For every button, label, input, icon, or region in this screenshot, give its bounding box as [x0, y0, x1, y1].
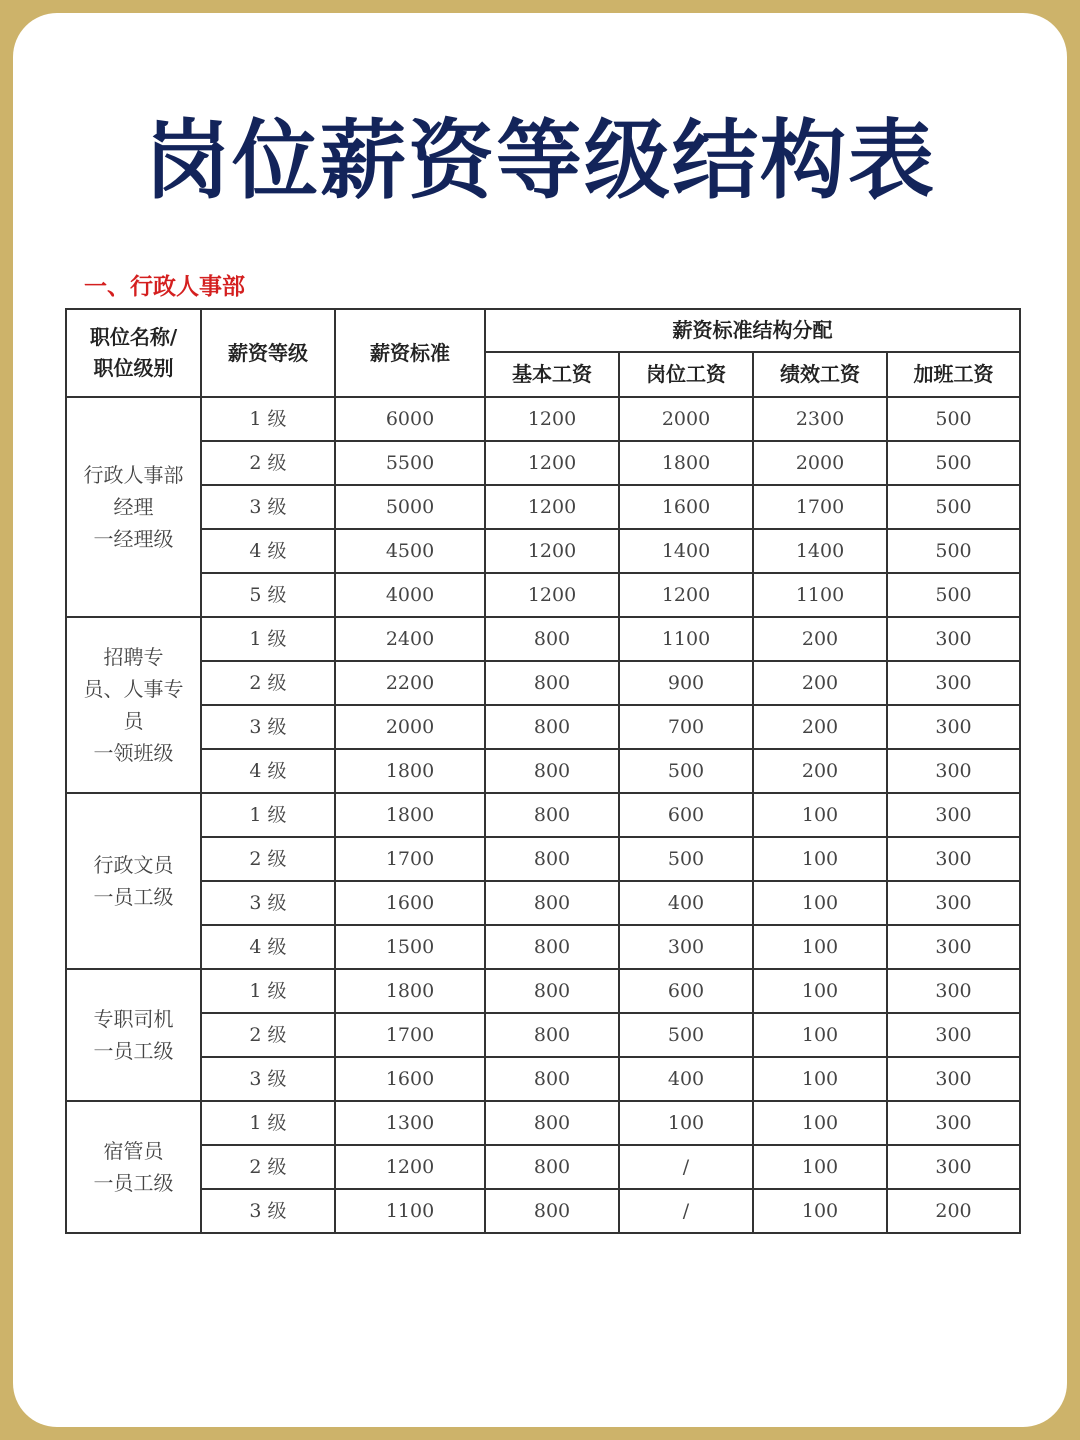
table-row [66, 1145, 1020, 1189]
page-title: 岗位薪资等级结构表 [144, 111, 936, 211]
basic-salary-cell: 800 [485, 925, 619, 969]
standard-cell: 4500 [335, 529, 485, 573]
performance-salary-cell: 1100 [753, 573, 887, 617]
standard-cell: 1700 [335, 837, 485, 881]
performance-salary-cell: 2000 [753, 441, 887, 485]
table-row [66, 485, 1020, 529]
grade-cell: 1 级 [201, 793, 335, 837]
standard-cell: 1800 [335, 793, 485, 837]
performance-salary-cell: 200 [753, 705, 887, 749]
post-salary-cell: 2000 [619, 397, 753, 441]
grade-cell: 5 级 [201, 573, 335, 617]
basic-salary-cell: 800 [485, 881, 619, 925]
basic-salary-cell: 800 [485, 617, 619, 661]
basic-salary-cell: 1200 [485, 529, 619, 573]
table-row [66, 1013, 1020, 1057]
post-salary-cell: 100 [619, 1101, 753, 1145]
basic-salary-cell: 800 [485, 793, 619, 837]
performance-salary-cell: 100 [753, 1013, 887, 1057]
table-row [66, 1057, 1020, 1101]
overtime-salary-cell: 300 [887, 881, 1020, 925]
basic-salary-cell: 1200 [485, 397, 619, 441]
overtime-salary-cell: 500 [887, 573, 1020, 617]
salary-table [65, 308, 1021, 1234]
post-salary-cell: 400 [619, 1057, 753, 1101]
position-line: 员 [123, 709, 144, 733]
standard-cell: 1100 [335, 1189, 485, 1233]
basic-salary-cell: 800 [485, 661, 619, 705]
standard-cell: 1800 [335, 749, 485, 793]
post-salary-cell: 600 [619, 793, 753, 837]
performance-salary-cell: 100 [753, 1057, 887, 1101]
position-line: 一领班级 [93, 741, 174, 765]
overtime-salary-cell: 300 [887, 1145, 1020, 1189]
overtime-salary-cell: 300 [887, 1101, 1020, 1145]
grade-cell: 2 级 [201, 837, 335, 881]
position-line: 一经理级 [93, 527, 174, 551]
position-line: 招聘专 [103, 645, 164, 669]
standard-cell: 5500 [335, 441, 485, 485]
grade-cell: 1 级 [201, 969, 335, 1013]
table-row [66, 529, 1020, 573]
header-position [66, 309, 201, 397]
table-row [66, 573, 1020, 617]
post-salary-cell: 900 [619, 661, 753, 705]
grade-cell: 3 级 [201, 1057, 335, 1101]
performance-salary-cell: 100 [753, 925, 887, 969]
standard-cell: 2200 [335, 661, 485, 705]
header-position-line2: 职位级别 [93, 356, 174, 380]
post-salary-cell: 1400 [619, 529, 753, 573]
basic-salary-cell: 800 [485, 1013, 619, 1057]
post-salary-cell: 700 [619, 705, 753, 749]
table-row [66, 1189, 1020, 1233]
post-salary-cell: 1200 [619, 573, 753, 617]
position-cell [66, 1101, 201, 1233]
table-row [66, 661, 1020, 705]
post-salary-cell: 1800 [619, 441, 753, 485]
performance-salary-cell: 200 [753, 749, 887, 793]
standard-cell: 2400 [335, 617, 485, 661]
performance-salary-cell: 1700 [753, 485, 887, 529]
header-basic: 基本工资 [485, 352, 619, 397]
grade-cell: 4 级 [201, 529, 335, 573]
position-cell [66, 793, 201, 969]
standard-cell: 1500 [335, 925, 485, 969]
position-line: 一员工级 [93, 1171, 174, 1195]
section-title: 一、行政人事部 [84, 274, 245, 300]
overtime-salary-cell: 300 [887, 925, 1020, 969]
standard-cell: 1300 [335, 1101, 485, 1145]
overtime-salary-cell: 300 [887, 617, 1020, 661]
basic-salary-cell: 800 [485, 969, 619, 1013]
performance-salary-cell: 2300 [753, 397, 887, 441]
position-line: 一员工级 [93, 885, 174, 909]
header-position-line1: 职位名称/ [89, 325, 178, 349]
table-row [66, 397, 1020, 441]
table-row [66, 705, 1020, 749]
position-line: 宿管员 [103, 1139, 164, 1163]
post-salary-cell: / [619, 1145, 753, 1189]
standard-cell: 1200 [335, 1145, 485, 1189]
position-line: 行政人事部 [83, 463, 184, 487]
table-row [66, 925, 1020, 969]
position-cell [66, 969, 201, 1101]
standard-cell: 5000 [335, 485, 485, 529]
table-row [66, 749, 1020, 793]
header-grade: 薪资等级 [201, 309, 335, 397]
position-cell [66, 397, 201, 617]
overtime-salary-cell: 500 [887, 485, 1020, 529]
post-salary-cell: 500 [619, 1013, 753, 1057]
header-overtime: 加班工资 [887, 352, 1020, 397]
overtime-salary-cell: 300 [887, 1013, 1020, 1057]
post-salary-cell: 500 [619, 837, 753, 881]
table-row [66, 969, 1020, 1013]
table-row [66, 441, 1020, 485]
grade-cell: 3 级 [201, 705, 335, 749]
overtime-salary-cell: 300 [887, 793, 1020, 837]
position-line: 员、人事专 [83, 677, 184, 701]
grade-cell: 2 级 [201, 1145, 335, 1189]
grade-cell: 1 级 [201, 1101, 335, 1145]
performance-salary-cell: 200 [753, 617, 887, 661]
position-cell [66, 617, 201, 793]
post-salary-cell: / [619, 1189, 753, 1233]
basic-salary-cell: 1200 [485, 485, 619, 529]
basic-salary-cell: 800 [485, 749, 619, 793]
header-row [66, 309, 1020, 352]
basic-salary-cell: 800 [485, 1189, 619, 1233]
post-salary-cell: 300 [619, 925, 753, 969]
overtime-salary-cell: 300 [887, 661, 1020, 705]
post-salary-cell: 400 [619, 881, 753, 925]
standard-cell: 4000 [335, 573, 485, 617]
grade-cell: 2 级 [201, 441, 335, 485]
grade-cell: 4 级 [201, 749, 335, 793]
position-line: 经理 [113, 495, 154, 519]
basic-salary-cell: 800 [485, 1101, 619, 1145]
basic-salary-cell: 800 [485, 705, 619, 749]
table-row [66, 793, 1020, 837]
grade-cell: 3 级 [201, 881, 335, 925]
performance-salary-cell: 200 [753, 661, 887, 705]
performance-salary-cell: 100 [753, 1101, 887, 1145]
overtime-salary-cell: 500 [887, 529, 1020, 573]
table-row [66, 1101, 1020, 1145]
grade-cell: 1 级 [201, 397, 335, 441]
overtime-salary-cell: 300 [887, 837, 1020, 881]
basic-salary-cell: 800 [485, 837, 619, 881]
position-line: 行政文员 [93, 853, 174, 877]
standard-cell: 1600 [335, 881, 485, 925]
standard-cell: 6000 [335, 397, 485, 441]
performance-salary-cell: 100 [753, 793, 887, 837]
performance-salary-cell: 100 [753, 1189, 887, 1233]
standard-cell: 1800 [335, 969, 485, 1013]
overtime-salary-cell: 300 [887, 749, 1020, 793]
performance-salary-cell: 100 [753, 837, 887, 881]
position-line: 专职司机 [93, 1007, 174, 1031]
standard-cell: 1600 [335, 1057, 485, 1101]
grade-cell: 3 级 [201, 1189, 335, 1233]
header-standard: 薪资标准 [335, 309, 485, 397]
position-line: 一员工级 [93, 1039, 174, 1063]
basic-salary-cell: 800 [485, 1057, 619, 1101]
table-row [66, 617, 1020, 661]
overtime-salary-cell: 500 [887, 397, 1020, 441]
grade-cell: 2 级 [201, 1013, 335, 1057]
overtime-salary-cell: 200 [887, 1189, 1020, 1233]
post-salary-cell: 1600 [619, 485, 753, 529]
table-row [66, 837, 1020, 881]
basic-salary-cell: 1200 [485, 441, 619, 485]
overtime-salary-cell: 300 [887, 1057, 1020, 1101]
post-salary-cell: 600 [619, 969, 753, 1013]
post-salary-cell: 1100 [619, 617, 753, 661]
grade-cell: 3 级 [201, 485, 335, 529]
table-row [66, 881, 1020, 925]
standard-cell: 2000 [335, 705, 485, 749]
header-performance: 绩效工资 [753, 352, 887, 397]
grade-cell: 2 级 [201, 661, 335, 705]
overtime-salary-cell: 300 [887, 969, 1020, 1013]
basic-salary-cell: 1200 [485, 573, 619, 617]
header-structure: 薪资标准结构分配 [485, 309, 1020, 352]
overtime-salary-cell: 500 [887, 441, 1020, 485]
overtime-salary-cell: 300 [887, 705, 1020, 749]
performance-salary-cell: 100 [753, 1145, 887, 1189]
basic-salary-cell: 800 [485, 1145, 619, 1189]
grade-cell: 4 级 [201, 925, 335, 969]
performance-salary-cell: 1400 [753, 529, 887, 573]
performance-salary-cell: 100 [753, 969, 887, 1013]
standard-cell: 1700 [335, 1013, 485, 1057]
header-post: 岗位工资 [619, 352, 753, 397]
grade-cell: 1 级 [201, 617, 335, 661]
post-salary-cell: 500 [619, 749, 753, 793]
performance-salary-cell: 100 [753, 881, 887, 925]
